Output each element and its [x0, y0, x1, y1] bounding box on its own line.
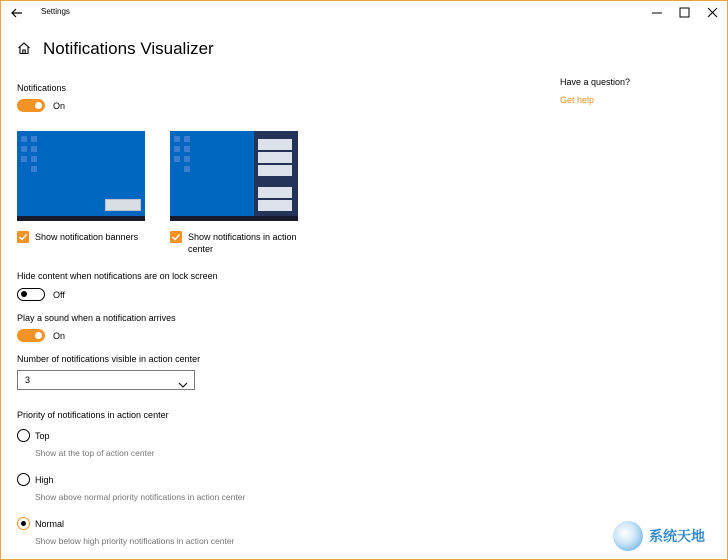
desktop-icon [31, 146, 37, 152]
action-center-preview-image [170, 131, 298, 221]
play-sound-toggle-state: On [53, 331, 66, 341]
priority-top-label: Top [35, 431, 50, 441]
notifications-toggle[interactable] [17, 99, 45, 112]
desktop-icon [21, 156, 27, 162]
desktop-icon [31, 166, 37, 172]
banner-preview-image [17, 131, 145, 221]
close-icon[interactable] [700, 3, 724, 23]
minimize-icon[interactable] [645, 3, 669, 23]
taskbar [170, 216, 298, 221]
toggle-knob [35, 332, 42, 339]
desktop-icon [174, 136, 180, 142]
action-center-card [258, 187, 292, 198]
desktop-icon [184, 136, 190, 142]
show-in-action-center-checkbox[interactable] [170, 231, 182, 243]
notifications-label: Notifications [17, 83, 67, 93]
priority-top-description: Show at the top of action center [35, 448, 155, 458]
watermark-logo [609, 519, 721, 553]
desktop-icon [184, 156, 190, 162]
priority-normal-label: Normal [35, 519, 65, 529]
back-arrow-icon[interactable] [7, 3, 27, 23]
hide-content-label: Hide content when notifications are on lock screen [17, 271, 218, 281]
action-center-panel [254, 131, 298, 216]
priority-high-description: Show above normal priority notifications in action center [35, 492, 246, 502]
toggle-knob [21, 291, 27, 297]
desktop-icon [21, 146, 27, 152]
show-banners-label: Show notification banners [35, 232, 139, 242]
play-sound-label: Play a sound when a notification arrives [17, 313, 176, 323]
radio-dot [21, 521, 26, 526]
show-banners-checkbox[interactable] [17, 231, 29, 243]
desktop-icon [31, 136, 37, 142]
notification-count-label: Number of notifications visible in action center [17, 354, 201, 364]
toggle-knob [35, 102, 42, 109]
desktop-icon [184, 166, 190, 172]
desktop-icon [174, 146, 180, 152]
title-bar [1, 1, 728, 25]
hide-content-toggle-state: Off [53, 290, 65, 300]
get-help-link[interactable]: Get help [560, 95, 595, 105]
priority-high-label: High [35, 475, 54, 485]
action-center-card [258, 165, 292, 176]
notifications-toggle-state: On [53, 101, 66, 111]
have-a-question-heading: Have a question? [560, 77, 631, 87]
show-in-action-center-label-line2: center [188, 244, 214, 254]
desktop-icon [184, 146, 190, 152]
priority-top-radio[interactable] [17, 429, 30, 442]
watermark-globe-icon [613, 521, 643, 551]
hide-content-toggle[interactable] [17, 288, 45, 301]
priority-label: Priority of notifications in action center [17, 410, 169, 420]
notification-banner [105, 199, 141, 211]
show-in-action-center-label: Show notifications in action [188, 232, 297, 242]
chevron-down-icon [178, 376, 188, 384]
maximize-icon[interactable] [672, 3, 696, 23]
home-icon[interactable] [17, 41, 31, 55]
window-title: Settings [41, 7, 70, 16]
priority-normal-radio[interactable] [17, 517, 30, 530]
page-title: Notifications Visualizer [43, 39, 214, 58]
taskbar [17, 216, 145, 221]
priority-normal-description: Show below high priority notifications in action center [35, 536, 235, 546]
action-center-card [258, 139, 292, 150]
watermark-text: 系统天地 [649, 529, 705, 545]
desktop-icon [31, 156, 37, 162]
play-sound-toggle[interactable] [17, 329, 45, 342]
notification-count-select[interactable] [17, 370, 195, 390]
action-center-card [258, 152, 292, 163]
action-center-card [258, 200, 292, 211]
desktop-icon [174, 156, 180, 162]
notification-count-value: 3 [25, 375, 31, 385]
priority-high-radio[interactable] [17, 473, 30, 486]
desktop-icon [21, 136, 27, 142]
